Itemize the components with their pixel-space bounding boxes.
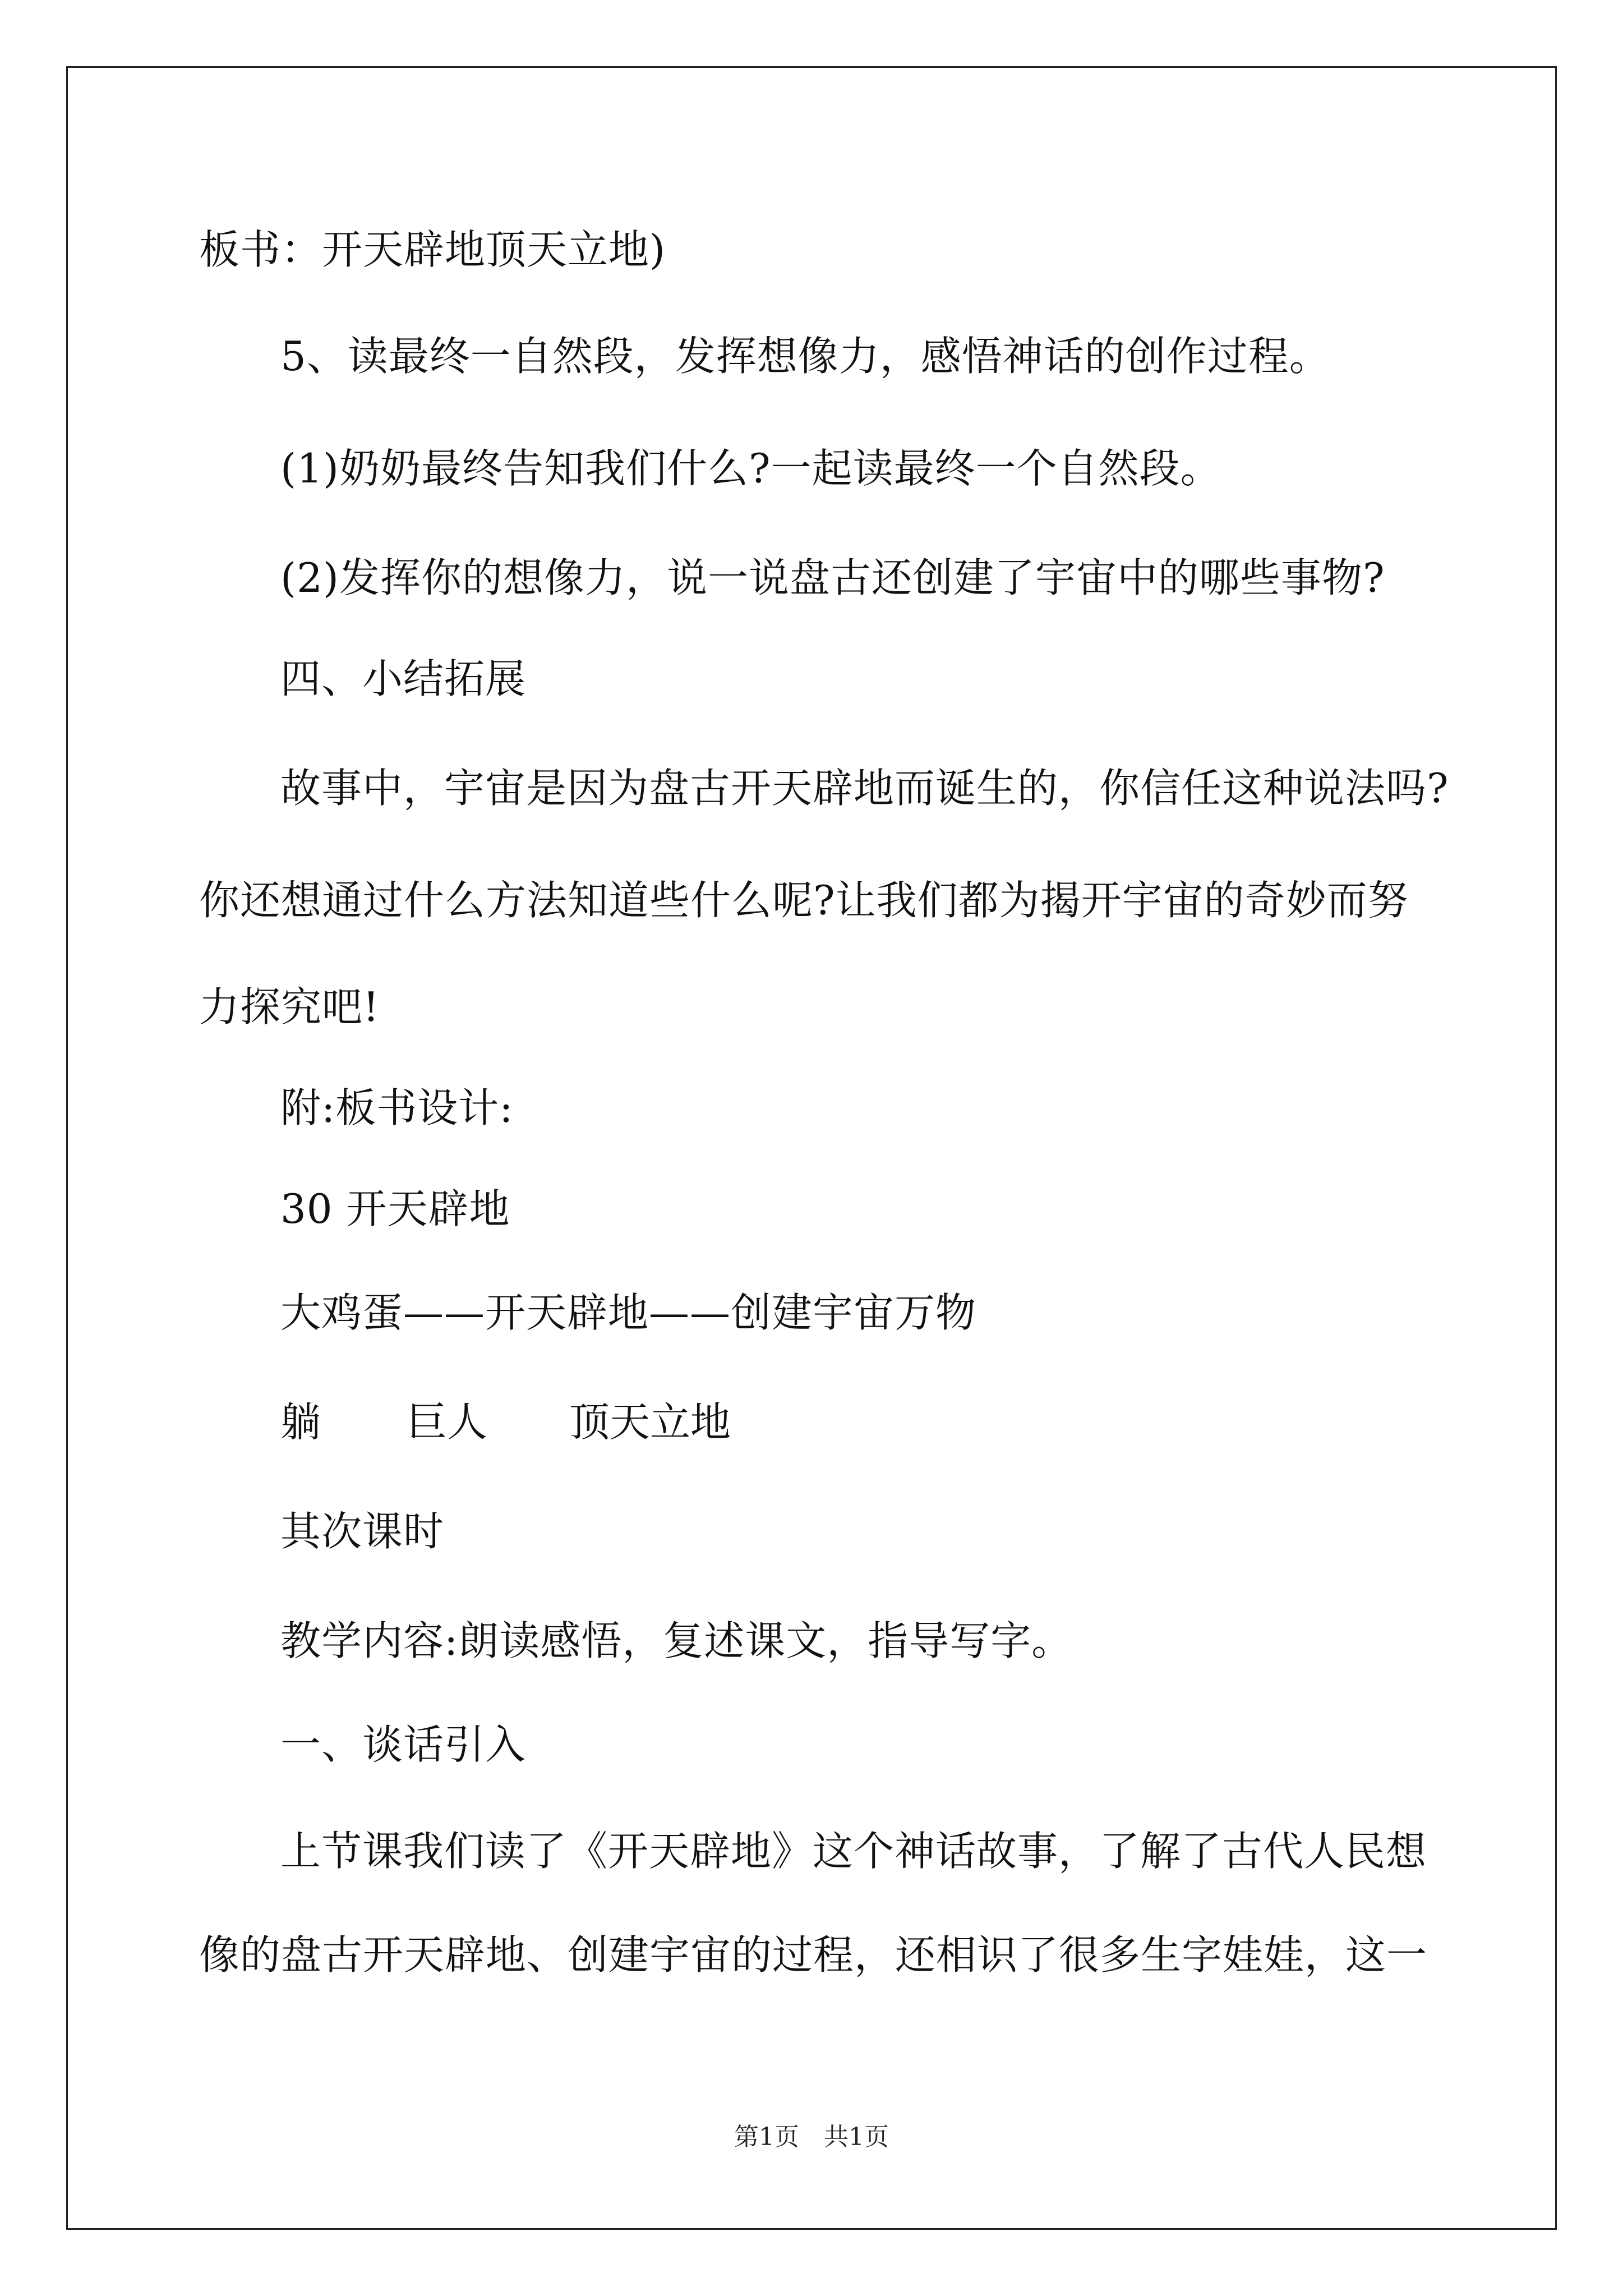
board-title: 30 开天辟地	[280, 1185, 510, 1232]
board-word: 顶天立地	[569, 1398, 731, 1446]
text-line: 5、读最终一自然段，发挥想像力，感悟神话的创作过程。	[280, 333, 1330, 380]
text-line: 板书：开天辟地顶天立地)	[199, 226, 666, 273]
text-line: (1)奶奶最终告知我们什么?一起读最终一个自然段。	[280, 445, 1221, 492]
board-line: 大鸡蛋——开天辟地——创建宇宙万物	[280, 1289, 977, 1336]
text-line: 教学内容:朗读感悟，复述课文，指导写字。	[280, 1617, 1073, 1664]
text-line: 像的盘古开天辟地、创建宇宙的过程，还相识了很多生字娃娃，这一	[199, 1931, 1428, 1978]
text-line: (2)发挥你的想像力，说一说盘古还创建了宇宙中的哪些事物?	[280, 554, 1385, 601]
page-total: 共1页	[824, 2123, 889, 2151]
text-line: 附:板书设计:	[280, 1084, 514, 1131]
page-footer	[0, 2122, 1623, 2153]
text-line: 你还想通过什么方法知道些什么呢?让我们都为揭开宇宙的奇妙而努	[199, 877, 1409, 924]
board-word: 躺	[280, 1398, 321, 1446]
section-heading: 一、谈话引入	[280, 1721, 527, 1768]
section-heading: 其次课时	[280, 1508, 445, 1555]
section-heading: 四、小结拓展	[280, 655, 527, 702]
page-number: 第1页	[734, 2123, 799, 2151]
text-line: 力探究吧!	[199, 983, 380, 1030]
board-word: 巨人	[407, 1398, 488, 1446]
page-border	[66, 66, 1557, 2230]
text-line: 上节课我们读了《开天辟地》这个神话故事，了解了古代人民想	[280, 1828, 1427, 1875]
text-line: 故事中，宇宙是因为盘古开天辟地而诞生的，你信任这种说法吗?	[280, 765, 1449, 812]
